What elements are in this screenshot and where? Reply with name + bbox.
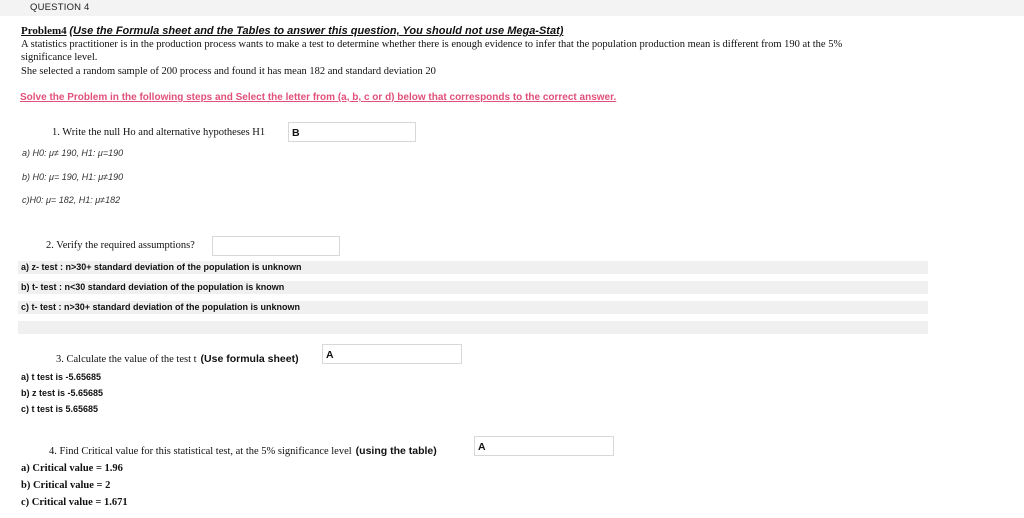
q4-text: 4. Find Critical value for this statistical test, at the 5% significance level — [49, 446, 352, 457]
q3-answer-value: A — [326, 349, 334, 361]
q4-answer-field[interactable] — [474, 436, 614, 456]
q1-option-b: b) H0: μ= 190, H1: μ≠190 — [22, 172, 124, 182]
problem-title — [21, 25, 563, 37]
q2-option-a: a) z- test : n>30+ standard deviation of the population is unknown — [21, 262, 302, 272]
q2-blank-band — [18, 321, 928, 334]
q4-text-bold: (using the table) — [355, 445, 437, 457]
q1-text: 1. Write the null Ho and alternative hypotheses H1 — [52, 127, 266, 138]
q3-answer-field[interactable] — [322, 344, 462, 364]
problem-text-line3: She selected a random sample of 200 process and found it has mean 182 and standard deviation 20 — [21, 66, 436, 77]
q4-option-b: b) Critical value = 2 — [21, 480, 111, 491]
problem-label: Problem4 — [21, 25, 67, 37]
q3-text-bold: (Use formula sheet) — [200, 353, 299, 365]
q4-answer-value: A — [478, 441, 486, 453]
q1-answer-field[interactable] — [288, 122, 416, 142]
q3-text: 3. Calculate the value of the test t — [56, 354, 197, 365]
instruction-text: Solve the Problem in the following steps and Select the letter from (a, b, c or d) below that corresponds to the correct answer. — [20, 92, 617, 103]
problem-instruction-italic: (Use the Formula sheet and the Tables to answer this question, You should not use Mega-Stat) — [69, 25, 564, 37]
q2-option-b: b) t- test : n<30 standard deviation of the population is known — [21, 282, 285, 292]
q4-option-c: c) Critical value = 1.671 — [21, 497, 128, 508]
q3-option-a: a) t test is -5.65685 — [21, 372, 102, 382]
q1-option-c: c)H0: μ= 182, H1: μ≠182 — [22, 195, 121, 205]
q2-answer-field[interactable] — [212, 236, 340, 256]
question-header-bar — [0, 0, 1024, 16]
q2-option-c: c) t- test : n>30+ standard deviation of the population is unknown — [21, 302, 301, 312]
q3-text-row — [56, 349, 299, 367]
q3-option-c: c) t test is 5.65685 — [21, 404, 99, 414]
q2-text: 2. Verify the required assumptions? — [46, 240, 195, 251]
q3-option-b: b) z test is -5.65685 — [21, 388, 104, 398]
q1-answer-value: B — [292, 127, 300, 139]
question-header: QUESTION 4 — [30, 2, 90, 13]
q4-option-a: a) Critical value = 1.96 — [21, 463, 123, 474]
q4-text-row — [49, 441, 437, 459]
problem-text-line2: significance level. — [21, 52, 98, 63]
q1-option-a: a) H0: μ≠ 190, H1: μ=190 — [22, 148, 124, 158]
problem-text-line1: A statistics practitioner is in the production process wants to make a test to determine whether there is enough evidence to infer that the population production mean is different from 190 at the 5% — [21, 39, 843, 50]
